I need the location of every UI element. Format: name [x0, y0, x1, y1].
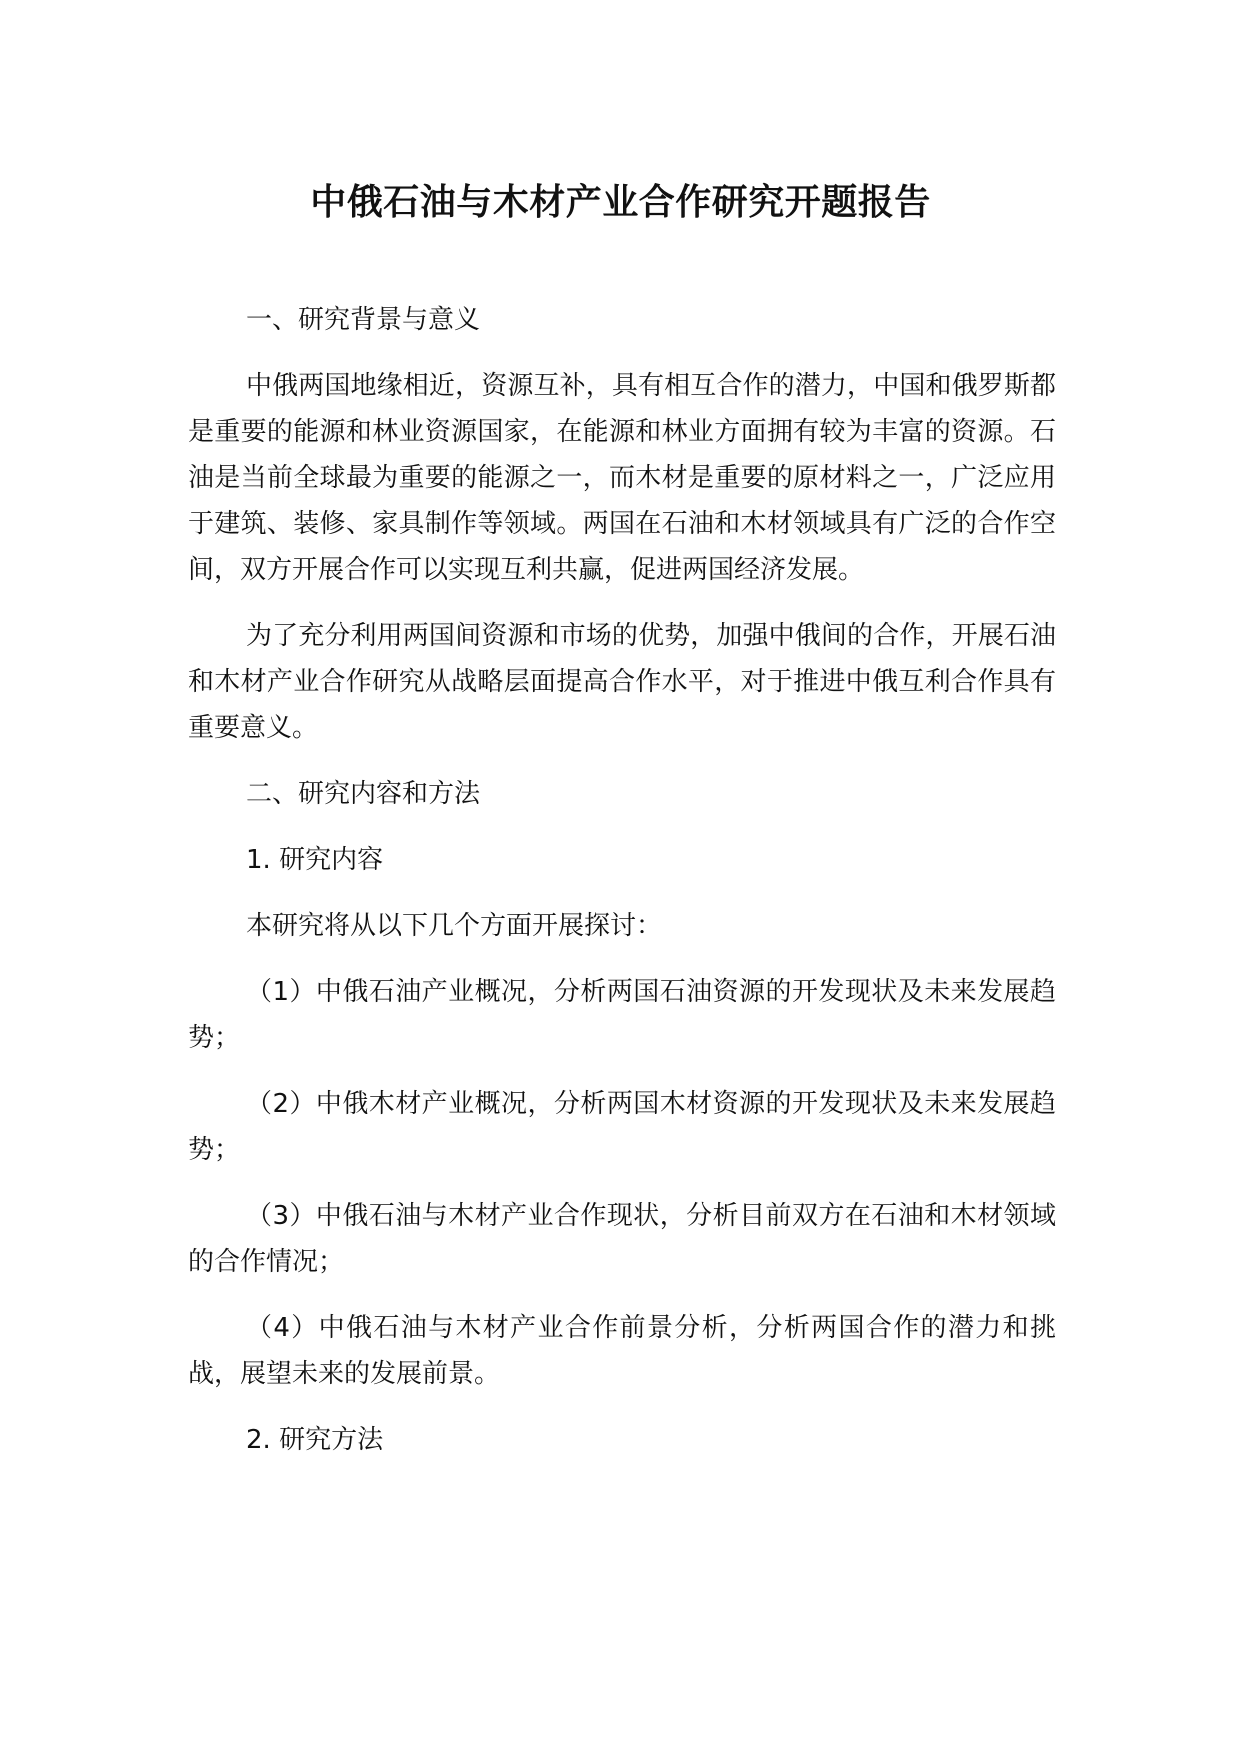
section-heading-background: 一、研究背景与意义 — [246, 305, 481, 335]
document-body — [188, 297, 1056, 1483]
paragraph-background-1: 中俄两国地缘相近，资源互补，具有相互合作的潜力，中国和俄罗斯都是重要的能源和林业资源国家，在能源和林业方面拥有较为丰富的资源。石油是当前全球最为重要的能源之一，而木材是重要的原材料之一，广泛应用于建筑、装修、家具制作等领域。两国在石油和木材领域具有广泛的合作空间，双方开展合作可以实现互利共赢，促进两国经济发展。 — [188, 371, 1056, 585]
list-item: （1）中俄石油产业概况，分析两国石油资源的开发现状及未来发展趋势； — [188, 977, 1056, 1053]
paragraph-background-2: 为了充分利用两国间资源和市场的优势，加强中俄间的合作，开展石油和木材产业合作研究从战略层面提高合作水平，对于推进中俄互利合作具有重要意义。 — [188, 621, 1056, 743]
section-heading-content-methods: 二、研究内容和方法 — [246, 779, 481, 809]
list-item: （2）中俄木材产业概况，分析两国木材资源的开发现状及未来发展趋势； — [188, 1089, 1056, 1165]
subsection-heading-methods: 2. 研究方法 — [246, 1425, 384, 1455]
list-item: （3）中俄石油与木材产业合作现状，分析目前双方在石油和木材领域的合作情况； — [188, 1201, 1056, 1277]
subsection-heading-content: 1. 研究内容 — [246, 845, 384, 875]
content-intro: 本研究将从以下几个方面开展探讨： — [246, 911, 663, 941]
list-item: （4）中俄石油与木材产业合作前景分析，分析两国合作的潜力和挑战，展望未来的发展前景。 — [188, 1313, 1056, 1389]
document-title: 中俄石油与木材产业合作研究开题报告 — [310, 182, 931, 223]
